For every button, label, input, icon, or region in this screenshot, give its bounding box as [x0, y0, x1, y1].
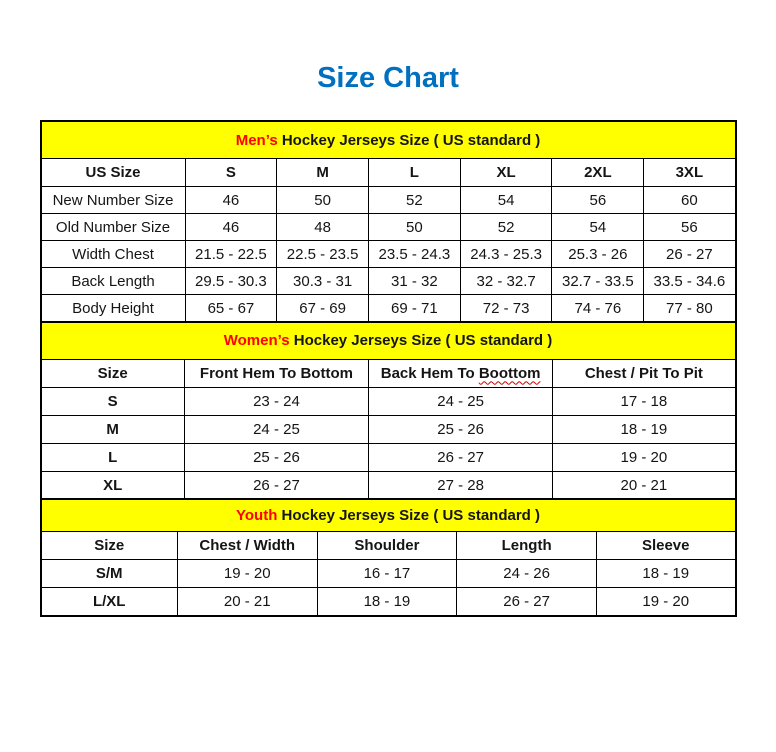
cell: 54	[460, 187, 552, 214]
cell: 72 - 73	[460, 295, 552, 323]
womens-header-row	[41, 359, 736, 387]
mens-col-m: M	[277, 159, 369, 187]
mens-col-3xl: 3XL	[644, 159, 736, 187]
row-label: M	[41, 415, 185, 443]
table-row	[41, 295, 736, 323]
size-chart	[40, 120, 737, 617]
cell: 26 - 27	[644, 241, 736, 268]
cell: 26 - 27	[369, 443, 553, 471]
womens-caption-rest: Hockey Jerseys Size ( US standard )	[289, 332, 553, 349]
youth-caption-rest: Hockey Jerseys Size ( US standard )	[277, 507, 540, 524]
mens-col-l: L	[369, 159, 461, 187]
row-label: Body Height	[41, 295, 186, 323]
cell: 52	[369, 187, 461, 214]
womens-size-table	[40, 321, 737, 501]
table-row	[41, 415, 736, 443]
table-row	[41, 241, 736, 268]
cell: 23.5 - 24.3	[369, 241, 461, 268]
cell: 20 - 21	[177, 588, 317, 617]
cell: 24 - 25	[184, 415, 368, 443]
cell: 56	[552, 187, 644, 214]
mens-header-row	[41, 159, 736, 187]
row-label: L/XL	[41, 588, 178, 617]
cell: 29.5 - 30.3	[185, 268, 277, 295]
row-label: Back Length	[41, 268, 186, 295]
table-row	[41, 471, 736, 500]
youth-col-chest-width: Chest / Width	[177, 532, 317, 560]
cell: 25 - 26	[369, 415, 553, 443]
cell: 65 - 67	[185, 295, 277, 323]
cell: 32 - 32.7	[460, 268, 552, 295]
cell: 17 - 18	[553, 387, 736, 415]
womens-col-chest-pit: Chest / Pit To Pit	[553, 359, 736, 387]
cell: 50	[277, 187, 369, 214]
cell: 33.5 - 34.6	[644, 268, 736, 295]
cell: 77 - 80	[644, 295, 736, 323]
cell: 46	[185, 214, 277, 241]
row-label: XL	[41, 471, 185, 500]
youth-col-size: Size	[41, 532, 178, 560]
cell: 23 - 24	[184, 387, 368, 415]
cell: 18 - 19	[317, 588, 457, 617]
cell: 30.3 - 31	[277, 268, 369, 295]
cell: 56	[644, 214, 736, 241]
cell: 18 - 19	[553, 415, 736, 443]
cell: 74 - 76	[552, 295, 644, 323]
cell: 19 - 20	[177, 560, 317, 588]
row-label: New Number Size	[41, 187, 186, 214]
table-row	[41, 560, 736, 588]
cell: 22.5 - 23.5	[277, 241, 369, 268]
cell: 69 - 71	[369, 295, 461, 323]
row-label: Width Chest	[41, 241, 186, 268]
cell: 18 - 19	[596, 560, 735, 588]
womens-caption-accent: Women’s	[223, 332, 290, 349]
cell: 27 - 28	[369, 471, 553, 500]
youth-size-table	[40, 498, 737, 617]
cell: 54	[552, 214, 644, 241]
womens-col-back-hem	[369, 359, 553, 387]
cell: 25.3 - 26	[552, 241, 644, 268]
page-title: Size Chart	[317, 62, 459, 94]
row-label: S/M	[41, 560, 178, 588]
cell: 50	[369, 214, 461, 241]
womens-caption	[41, 322, 736, 360]
womens-col-size: Size	[41, 359, 185, 387]
cell: 21.5 - 22.5	[185, 241, 277, 268]
row-label: S	[41, 387, 185, 415]
mens-caption-rest: Hockey Jerseys Size ( US standard )	[277, 131, 541, 149]
row-label: Old Number Size	[41, 214, 186, 241]
mens-caption-accent: Men’s	[235, 131, 278, 149]
mens-size-table	[40, 120, 737, 323]
womens-col-front-hem: Front Hem To Bottom	[184, 359, 368, 387]
mens-caption	[41, 121, 736, 159]
table-row	[41, 187, 736, 214]
youth-col-shoulder: Shoulder	[317, 532, 457, 560]
table-row	[41, 268, 736, 295]
youth-caption-row	[41, 499, 736, 532]
cell: 52	[460, 214, 552, 241]
youth-col-sleeve: Sleeve	[596, 532, 735, 560]
table-row	[41, 387, 736, 415]
youth-caption	[41, 499, 736, 532]
cell: 25 - 26	[184, 443, 368, 471]
cell: 19 - 20	[596, 588, 735, 617]
cell: 20 - 21	[553, 471, 736, 500]
table-row	[41, 214, 736, 241]
cell: 46	[185, 187, 277, 214]
cell: 24.3 - 25.3	[460, 241, 552, 268]
cell: 32.7 - 33.5	[552, 268, 644, 295]
cell: 67 - 69	[277, 295, 369, 323]
cell: 24 - 26	[457, 560, 597, 588]
table-row	[41, 588, 736, 617]
cell: 60	[644, 187, 736, 214]
cell: 24 - 25	[369, 387, 553, 415]
mens-col-2xl: 2XL	[552, 159, 644, 187]
youth-header-row	[41, 532, 736, 560]
womens-caption-row	[41, 322, 736, 360]
mens-col-xl: XL	[460, 159, 552, 187]
cell: 19 - 20	[553, 443, 736, 471]
cell: 26 - 27	[184, 471, 368, 500]
womens-col-back-hem-prefix: Back Hem To	[380, 364, 479, 382]
cell: 16 - 17	[317, 560, 457, 588]
mens-caption-row	[41, 121, 736, 159]
cell: 31 - 32	[369, 268, 461, 295]
womens-col-back-hem-misspelled-word: Boottom	[478, 364, 541, 382]
youth-col-length: Length	[457, 532, 597, 560]
cell: 26 - 27	[457, 588, 597, 617]
youth-caption-accent: Youth	[236, 507, 278, 524]
mens-col-us-size: US Size	[41, 159, 186, 187]
table-row	[41, 443, 736, 471]
mens-col-s: S	[185, 159, 277, 187]
cell: 48	[277, 214, 369, 241]
row-label: L	[41, 443, 185, 471]
